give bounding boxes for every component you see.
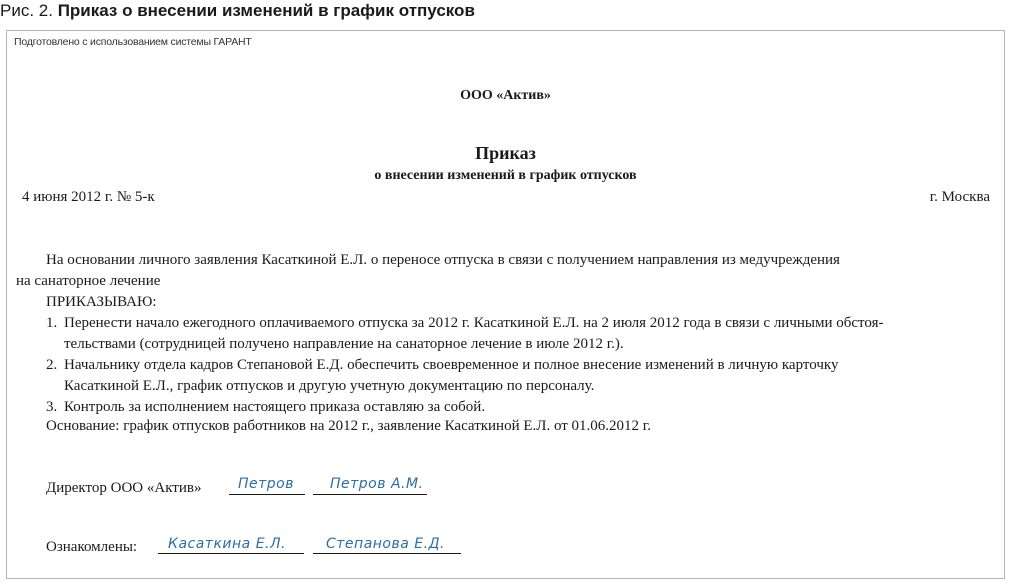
order-word: ПРИКАЗЫВАЮ: <box>46 294 157 310</box>
order-date-number: 4 июня 2012 г. № 5-к <box>22 189 155 205</box>
figure-label: Рис. 2. <box>0 1 53 20</box>
item-1-number: 1. <box>46 315 58 331</box>
director-name: Петров А.М. <box>330 476 424 492</box>
director-label: Директор ООО «Актив» <box>46 480 202 496</box>
item-1-line-1: Перенести начало ежегодного оплачиваемого отпуска за 2012 г. Касаткиной Е.Л. на 2 июля 2012 года в связи с личными обстоя- <box>64 315 884 331</box>
item-2-number: 2. <box>46 357 58 373</box>
item-1-line-2: тельствами (сотрудницей получено направление на санаторное лечение в июле 2012 г.). <box>64 336 624 352</box>
ack-signature-1: Касаткина Е.Л. <box>168 536 286 552</box>
item-2-line-2: Касаткиной Е.Л., график отпусков и другую учетную документацию по персоналу. <box>64 378 595 394</box>
basis-line: Основание: график отпусков работников на 2012 г., заявление Касаткиной Е.Л. от 01.06.2012 г. <box>46 418 652 434</box>
organization-name: ООО «Актив» <box>460 88 551 103</box>
order-city: г. Москва <box>929 189 990 205</box>
preamble-line-2: на санаторное лечение <box>16 273 161 289</box>
ack-signature-2: Степанова Е.Д. <box>326 536 445 552</box>
figure-caption <box>0 0 475 22</box>
preamble-line-1: На основании личного заявления Касаткиной Е.Л. о переносе отпуска в связи с получением направления из медучреждения <box>46 252 840 268</box>
order-title: Приказ <box>475 143 536 163</box>
figure-title: Приказ о внесении изменений в график отпусков <box>57 1 475 20</box>
item-2-line-1: Начальнику отдела кадров Степановой Е.Д. обеспечить своевременное и полное внесение изменений в личную карточку <box>64 357 839 373</box>
director-signature: Петров <box>238 476 294 492</box>
source-note: Подготовлено с использованием системы ГАРАНТ <box>14 36 252 48</box>
item-3-line-1: Контроль за исполнением настоящего приказа оставляю за собой. <box>64 399 486 415</box>
order-subtitle: о внесении изменений в график отпусков <box>374 168 637 183</box>
item-3-number: 3. <box>46 399 58 415</box>
acknowledged-label: Ознакомлены: <box>46 539 138 555</box>
